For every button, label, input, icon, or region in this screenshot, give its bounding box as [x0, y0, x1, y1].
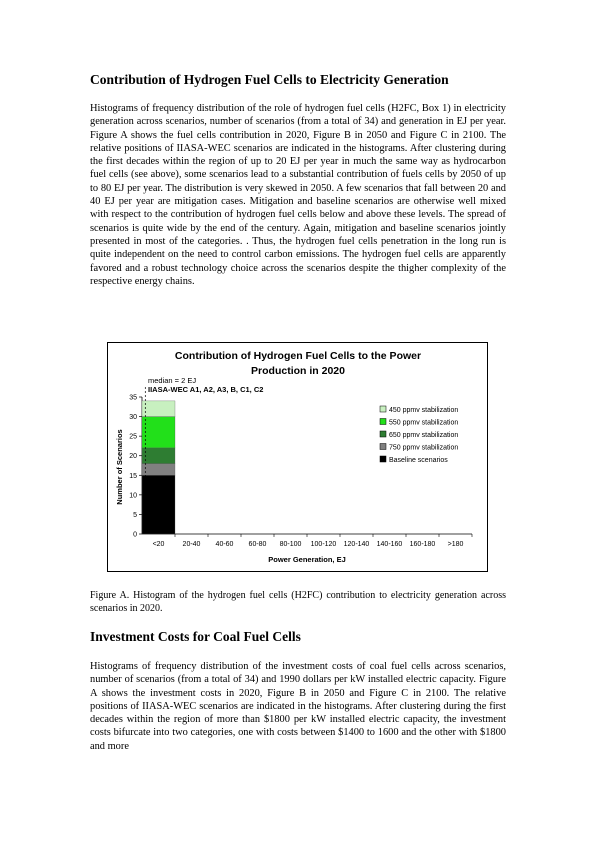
- x-tick-label: 120-140: [343, 541, 370, 548]
- legend-label: 650 ppmv stabilization: [389, 432, 459, 439]
- bar-segment: [142, 475, 175, 534]
- bar-segment: [142, 401, 175, 417]
- section-body-coal-fuel-cells: Histograms of frequency distribution of the investment costs of coal fuel cells across scenarios, number of scenarios (from a total of 34) and 1990 dollars per kW installed electric capacity. Figure A shows the investment costs in 2020, Figure B in 2050 and Figure C in 2100. The relative positions of IIASA-WEC scenarios are indicated in the histograms. After clustering during the first decades within the region of more than $1800 per kW installed electric capacity, the investment costs bifurcate into two categories, one with costs between $1400 to 1600 and the other with $1800 and more: [90, 661, 506, 752]
- x-tick-label: 160-180: [409, 541, 436, 548]
- legend-swatch: [380, 456, 386, 462]
- bar-segment: [142, 464, 175, 476]
- section-body-hydrogen-fuel-cells: Histograms of frequency distribution of the role of hydrogen fuel cells (H2FC, Box 1) in electricity generation across scenarios, number of scenarios (from a total of 34) and generation in EJ per year. Figure A shows the fuel cells contribution in 2020, Figure B in 2050 and Figure C in 2100. The relative positions of IIASA-WEC scenarios are indicated in the histograms. After clustering during the first decades within the region of up to 20 EJ per year in much the same way as hydrocarbon fuel cells (see above), some scenarios lead to a substantial contribution of fuels cells by 2050 of up to 80 EJ per year. The distribution is very skewed in 2050. A few scenarios that fall between 20 and 40 EJ per year are mitigation cases. Mitigation and baseline scenarios are otherwise well mixed with respect to the contribution of hydrogen fuel cells below and above these levels. The spread of scenarios is quite wide by the end of the century. Again, mitigation and baseline scenarios jointly presented in most of the categories. . Thus, the hydrogen fuel cells penetration in the long run is quite independent on the need to control carbon emissions. The hydrogen fuel cells are apparently favored and a robust technology choice across the scenarios despite the thigher complexity of the respective energy chains.: [90, 103, 506, 287]
- legend-swatch: [380, 431, 386, 437]
- y-tick-label: 10: [129, 492, 137, 500]
- x-tick-label: 100-120: [310, 541, 337, 548]
- x-axis-label: Power Generation, EJ: [268, 555, 346, 564]
- y-tick-label: 30: [129, 414, 137, 422]
- chart-title-line-1: Contribution of Hydrogen Fuel Cells to the Power: [174, 350, 422, 362]
- legend-swatch: [380, 444, 386, 450]
- y-tick-label: 25: [129, 433, 137, 441]
- y-tick-label: 15: [129, 472, 137, 480]
- legend-swatch: [380, 419, 386, 425]
- legend-label: 550 ppmv stabilization: [389, 419, 459, 427]
- figure-caption: Figure A. Histogram of the hydrogen fuel cells (H2FC) contribution to electricity generation across scenarios in 2020.: [90, 590, 506, 614]
- y-axis-label: Number of Scenarios: [115, 429, 124, 505]
- y-tick-label: 0: [133, 531, 137, 539]
- median-annotation: median = 2 EJ: [148, 376, 197, 385]
- x-tick-label: 20-40: [182, 541, 201, 548]
- section-heading-coal-fuel-cells: Investment Costs for Coal Fuel Cells: [90, 629, 301, 644]
- x-tick-label: 80-100: [279, 541, 302, 548]
- chart-frame: [107, 342, 488, 572]
- section-heading-hydrogen-fuel-cells: Contribution of Hydrogen Fuel Cells to Electricity Generation: [90, 72, 449, 87]
- legend-swatch: [380, 406, 386, 412]
- iiasa-annotation: IIASA-WEC A1, A2, A3, B, C1, C2: [148, 385, 264, 394]
- y-tick-label: 20: [129, 453, 137, 461]
- x-tick-label: 60-80: [248, 541, 267, 548]
- x-tick-label: <20: [152, 541, 165, 548]
- y-tick-label: 35: [129, 394, 137, 402]
- x-tick-label: 140-160: [376, 541, 403, 548]
- histogram-chart: [108, 343, 487, 571]
- x-tick-label: >180: [447, 541, 464, 548]
- y-tick-label: 5: [133, 511, 137, 519]
- legend-label: Baseline scenarios: [389, 457, 448, 464]
- chart-title-line-2: Production in 2020: [251, 365, 345, 377]
- bar-segment: [142, 448, 175, 464]
- legend-label: 450 ppmv stabilization: [389, 407, 459, 414]
- x-tick-label: 40-60: [215, 541, 234, 548]
- legend-label: 750 ppmv stabilization: [389, 444, 459, 452]
- bar-segment: [142, 417, 175, 448]
